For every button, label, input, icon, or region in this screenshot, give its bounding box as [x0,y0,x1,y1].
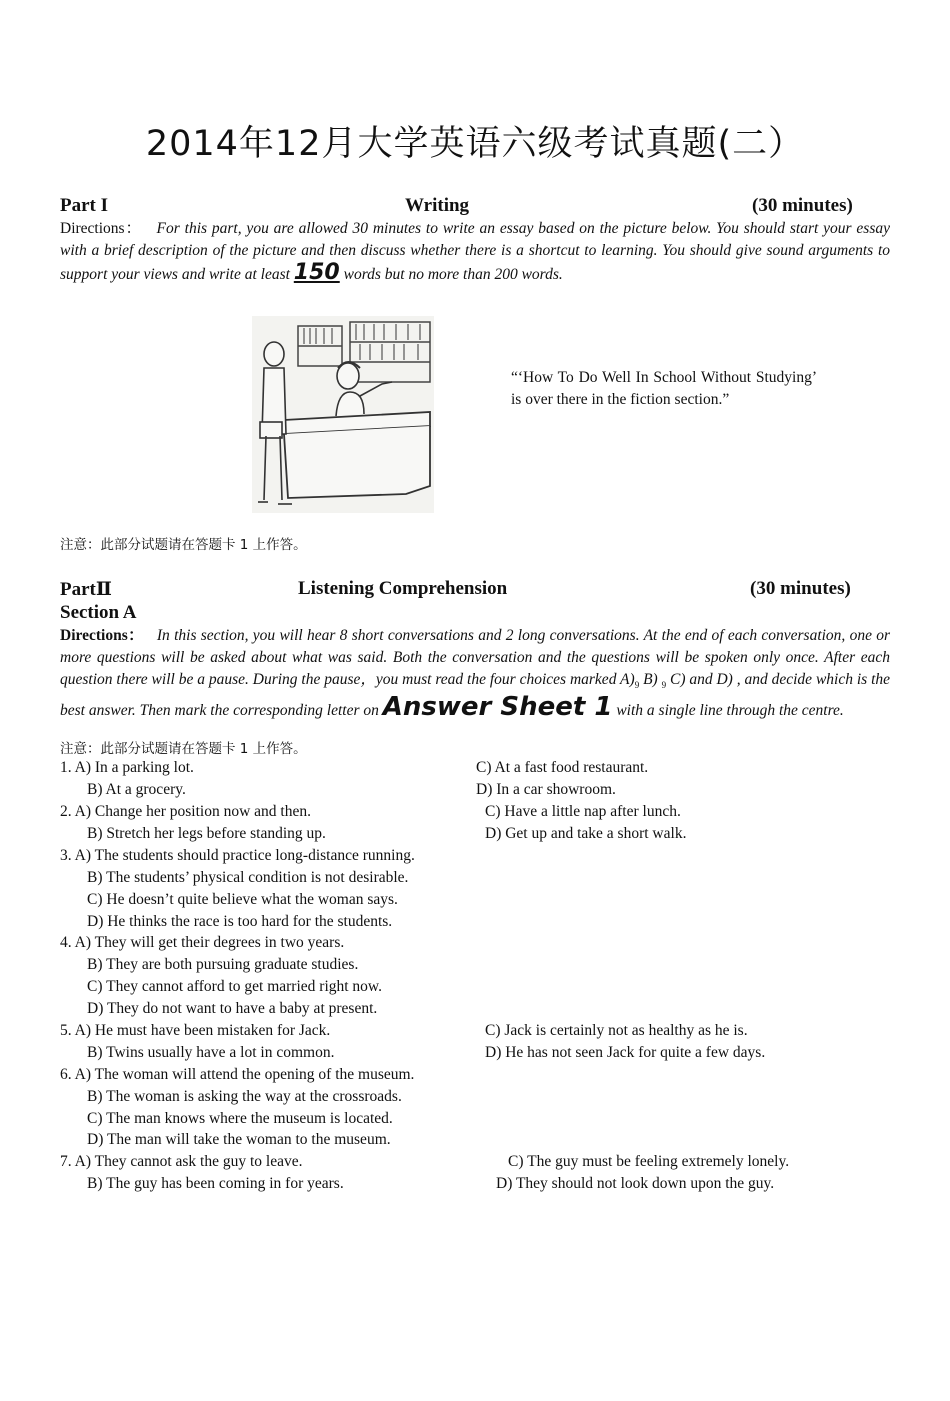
directions-text-1: In this section, you will hear 8 short conversations and 2 long conversations. At the end of each conversation, one or more questions will be asked about what was said. Both the conversation and the questions will be spoken only once. After each question there will be a pause. During the pause，you must read the four choices marked A) [60,627,891,688]
part2-note: 注意：此部分试题请在答题卡 1 上作答。 [60,741,307,757]
q7-option-b: B) The guy has been coming in for years. [87,1175,344,1192]
part1-name: Writing [405,195,470,216]
q5-option-c: C) Jack is certainly not as healthy as he is. [485,1022,748,1039]
q1-option-b: B) At a grocery. [87,781,186,798]
part1-label: Part I [60,195,109,216]
part1-time: (30 minutes) [752,195,853,216]
directions-text-4: with a single line through the centre. [612,702,844,720]
q7-option-c: C) The guy must be feeling extremely lonely. [508,1153,790,1170]
q5-option-d: D) He has not seen Jack for quite a few days. [485,1044,766,1061]
q6-option-a: 6. A) The woman will attend the opening of the museum. [60,1066,415,1083]
q3-option-d: D) He thinks the race is too hard for the students. [87,913,393,930]
q6-option-c: C) The man knows where the museum is located. [87,1110,393,1127]
q7-option-d: D) They should not look down upon the guy. [496,1175,775,1192]
directions-label: Directions： [60,627,145,644]
q6-option-b: B) The woman is asking the way at the crossroads. [87,1088,402,1105]
part2-label: PartⅡ [60,579,112,600]
section-a-heading: Section A [60,602,137,623]
cartoon-caption: “‘How To Do Well In School Without Studying’ is over there in the fiction section.” [511,369,817,408]
q5-option-b: B) Twins usually have a lot in common. [87,1044,335,1061]
q6-option-d: D) The man will take the woman to the museum. [87,1131,391,1148]
answer-sheet-label: Answer Sheet 1 [382,692,613,723]
page-title: 2014年12月大学英语六级考试真题(二） [145,124,805,164]
q5-option-a: 5. A) He must have been mistaken for Jack. [60,1022,331,1039]
q4-option-b: B) They are both pursuing graduate studies. [87,956,359,973]
cartoon-illustration [252,316,434,513]
q2-option-c: C) Have a little nap after lunch. [485,803,681,820]
q4-option-a: 4. A) They will get their degrees in two years. [60,934,345,951]
min-words: 150 [293,260,340,285]
q1-option-d: D) In a car showroom. [476,781,616,798]
q2-option-b: B) Stretch her legs before standing up. [87,825,326,842]
q1-option-c: C) At a fast food restaurant. [476,759,649,776]
directions-text-1: For this part, you are allowed 30 minutes to write an essay based on the picture below. You should start your essay with a brief description of the picture and then discuss whether there is a shortcut to learning. You should give sound arguments to support your views and write at least [60,220,890,283]
part1-directions [60,218,890,286]
q1-option-a: 1. A) In a parking lot. [60,759,194,776]
directions-text-2: words but no more than 200 words. [339,266,563,283]
part2-name: Listening Comprehension [298,578,508,599]
q3-option-b: B) The students’ physical condition is not desirable. [87,869,409,886]
directions-text-3: C) and D) , and decide which is the best answer. Then mark the corresponding letter on [60,671,891,720]
part2-directions [60,625,890,722]
q3-option-c: C) He doesn’t quite believe what the woman says. [87,891,398,908]
part1-note: 注意：此部分试题请在答题卡 1 上作答。 [60,537,307,553]
q2-option-d: D) Get up and take a short walk. [485,825,687,842]
part2-time: (30 minutes) [750,578,851,599]
q7-option-a: 7. A) They cannot ask the guy to leave. [60,1153,303,1170]
q2-option-a: 2. A) Change her position now and then. [60,803,311,820]
directions-text-2: B) [639,671,662,688]
q4-option-c: C) They cannot afford to get married right now. [87,978,382,995]
directions-mark-2: 9 [661,680,667,691]
directions-mark-1: 9 [634,680,640,691]
q3-option-a: 3. A) The students should practice long-distance running. [60,847,415,864]
directions-label: Directions： [60,220,143,237]
q4-option-d: D) They do not want to have a baby at present. [87,1000,378,1017]
